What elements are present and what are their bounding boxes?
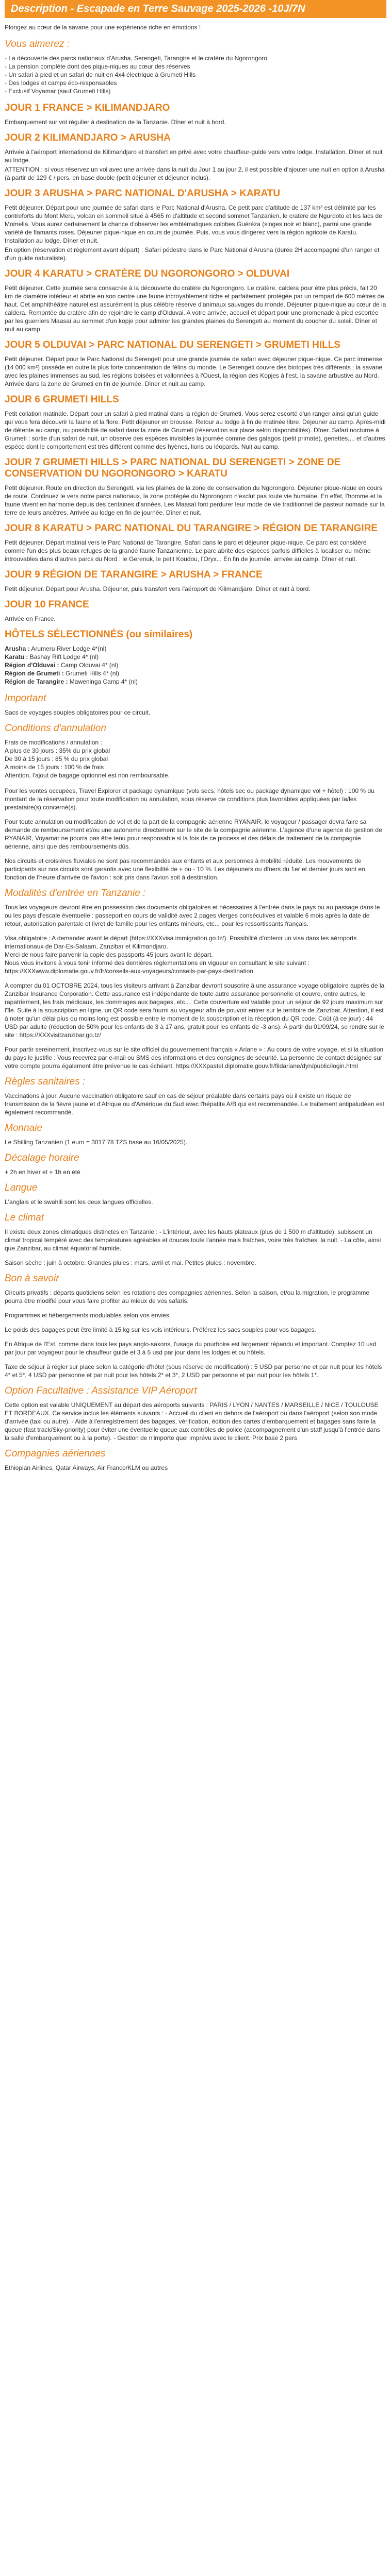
day-title: JOUR 8 KARATU > PARC NATIONAL DU TARANGIRE > RÉGION DE TARANGIRE [5, 523, 378, 534]
intro-text: Plongez au cœur de la savane pour une expérience riche en émotions ! [5, 24, 201, 31]
climat-text: Il existe deux zones climatiques distinctes en Tanzanie : - L'intérieur, avec les hauts plateaux (plus de 1 500 m d'altitude), subissent un climat tropical tempéré avec des températures agréables et douces toute l'année mais fraîches, voire très fraîches, la nuit. - La côte, ainsi que Zanzibar, au climat équatorial humide. [5, 1228, 381, 1252]
hotel-value: Maweninga Camp 4* (nl) [68, 678, 138, 685]
sanitaires-text: Vaccinations à jour. Aucune vaccination obligatoire sauf en cas de séjour préalable dans certains pays où il existe un risque de transmission de la fièvre jaune et d'Afrique ou d'Amérique du Sud avec l'hépatite A/B qui est recommandée. Le traitement antipaludéen est également recommandé. [5, 1092, 384, 1116]
section-title-langue: Langue [5, 1182, 38, 1193]
day-text: Arrivée à l'aéroport international de Kilimandjaro et transfert en privé avec votre chauffeur-guide vers votre lodge. Installation. Dîner et nuit au lodge. [5, 148, 383, 164]
important-text: Sacs de voyages souples obligatoires pour ce circuit. [5, 709, 151, 716]
day-text: Arrivée en France. [5, 615, 56, 622]
list-item: De 30 à 15 jours : 85 % du prix global [5, 755, 108, 762]
day-title: JOUR 2 KILIMANDJARO > ARUSHA [5, 132, 171, 143]
highlights-list [5, 54, 386, 95]
bon-text: En Afrique de l'Est, comme dans tous les pays anglo-saxons, l'usage du pourboire est largement répandu et important. Comptez 10 usd par jour par voyageur pour le chauffeur guide et 3 à 5 usd par jour dans les lodges et ou hôtels. [5, 1341, 377, 1356]
list-item: A plus de 30 jours : 35% du prix global [5, 747, 110, 754]
day-text: Embarquement sur vol régulier à destination de la Tanzanie. Dîner et nuit à bord. [5, 118, 226, 126]
section-title-sanitaires: Règles sanitaires : [5, 1076, 86, 1087]
section-title-hotels: HÔTELS SÉLECTIONNÉS (ou similaires) [5, 629, 193, 640]
day-title: JOUR 6 GRUMETI HILLS [5, 394, 119, 405]
day-title: JOUR 3 ARUSHA > PARC NATIONAL D'ARUSHA > KARATU [5, 188, 281, 199]
bon-text: Programmes et hébergements modulables selon vos envies. [5, 1312, 171, 1319]
formalites-text: Merci de nous faire parvenir la copie des passports 45 jours avant le départ. [5, 951, 213, 958]
hotel-item [5, 669, 386, 677]
section-title-climat: Le climat [5, 1212, 44, 1223]
section-title-formalites: Modalités d'entrée en Tanzanie : [5, 888, 146, 899]
option-text: Cette option est valable UNIQUEMENT au départ des aéroports suivants : PARIS / LYON / NANTES / MARSEILLE / NICE / TOULOUSE ET BORDEAUX. Ce service inclus les éléments suivants : - Accueil du client en dehors de l'aéroport ou dans l'aéroport (selon son mode d'arrivée (taxi ou autre). - Aide à l'enregistrement des bagages, vérification, édition des cartes d'embarquement et bagages sans faire la queue (fast track/Sky-priority) pour éviter une éventuelle queue aux contrôles de police (accompagnement d'un staff jusqu'à l'entrée dans la salle d'embarquement ou à la porte). - Gestion de n'importe quel imprévu avec le client. Prix base 2 pers [5, 1401, 380, 1442]
hotels-list [5, 645, 386, 686]
bon-text: Le poids des bagages peut être limité à 15 kg sur les vols intérieurs. Préférez les sacs souples pour vos bagages. [5, 1326, 316, 1333]
hotel-item [5, 661, 386, 669]
formalites-visa: Visa obligatoire : A demander avant le départ (https://XXXvisa.immigration.go.tz/). Possibilité d'obtenir un visa dans les aéroports internationaux de Dar-Es-Salaam, Zanzibar et Kilimandjaro. [5, 935, 357, 950]
monnaie-text: Le Shilling Tanzanien (1 euro = 3017.78 TZS base au 16/05/2025). [5, 1139, 188, 1146]
day-title: JOUR 1 FRANCE > KILIMANDJARO [5, 103, 170, 113]
section-title-decalage: Décalage horaire [5, 1153, 79, 1163]
hotel-item [5, 653, 386, 661]
decalage-text: + 2h en hiver et + 1h en été [5, 1168, 80, 1176]
section-title-conditions: Conditions d'annulation [5, 723, 106, 734]
day-note: ATTENTION : si vous réservez un vol avec une arrivée dans la nuit du Jour 1 au jour 2, il est possible d'ajouter une nuit en option à Arusha (à partir de 129 € / pers. en base double (petit déjeuner et déjeuner inclus). [5, 166, 385, 181]
list-item: Attention, l'ajout de bagage optionnel est non remboursable. [5, 772, 170, 779]
conditions-fees [5, 738, 386, 779]
list-item: - Des lodges et camps éco-responsables [5, 79, 117, 87]
day-title: JOUR 5 OLDUVAI > PARC NATIONAL DU SERENGETI > GRUMETI HILLS [5, 340, 340, 350]
compagnies-text: Ethiopian Airlines, Qatar Airways, Air France/KLM ou autres [5, 1464, 168, 1471]
list-item: - La découverte des parcs nationaux d'Arusha, Serengeti, Tarangire et le cratère du Ngorongoro [5, 55, 268, 62]
section-title-option: Option Facultative : Assistance VIP Aéroport [5, 1385, 197, 1396]
section-title-compagnies: Compagnies aériennes [5, 1448, 106, 1459]
conditions-text: Pour les ventes occupées, Travel Explorer et package dynamique (vols secs, hôtels sec ou package dynamique vol + hôtel) : 100 % du montant de la réservation pour toute modification ou annulation, sous réserve de conditions plus favorables appliquées par la/les prestataire(s) concerné(s). [5, 787, 374, 811]
day-note: En option (réservation et règlement avant départ) : Safari pédestre dans le Parc National d'Arusha (durée 2H accompagné d'un ranger et d'un guide naturaliste). [5, 246, 380, 262]
list-item: A moins de 15 jours : 100 % de frais [5, 764, 104, 771]
hotel-value: Grumeti Hills 4* (nl) [63, 670, 120, 677]
list-item: - La pension complète dont des pique-niques au cœur des réserves [5, 63, 190, 70]
bon-text: Circuits privatifs : départs quotidiens selon les rotations des compagnies aériennes. Selon la saison, et/ou la migration, le programme pourra être modifié pour vous faire profiter au mieux de vos safaris. [5, 1289, 370, 1304]
formalites-text: Tous les voyageurs devront être en possession des documents obligatoires et nécessaires à l'entrée dans le pays ou au passage dans le ou les pays d'escale éventuelle : passeport en cours de validité avec 2 pages vierges consécutives et valable 6 mois après la date de retour, autorisation parentale et livret de famille pour les enfants mineurs, etc... pour les ressortissants français. [5, 904, 380, 927]
section-title-bon-a-savoir: Bon à savoir [5, 1273, 59, 1284]
list-item: Frais de modifications / annulation : [5, 739, 102, 746]
bon-text: Taxe de séjour à régler sur place selon la catégorie d'hôtel (sous réserve de modification) : 5 USD par personne et par nuit pour les hôtels 4* et 5*, 4 USD par personne et par nuit pour les hôtels 2* et 3*, 2 USD par personne et par nuit pour les hôtels 1*. [5, 1363, 382, 1379]
hotel-value: Arumeru River Lodge 4*(nl) [29, 645, 107, 652]
list-item: - Exclusif Voyamar (sauf Grumeti Hills) [5, 88, 111, 95]
day-text: Petit déjeuner. Départ pour une journée de safari dans le Parc National d'Arusha. Ce petit parc d'altitude de 137 km² est délimité par les contreforts du Mont Meru, volcan en sommeil situé à 4565 m d'altitude et second sommet Tanzanien, le cratère de Ngurdoto et les lacs de Momella. Vous aurez certainement la chance d'observer les emblématiques colobes Guéréza (singes noir et blanc), parmi une grande variété de flamants roses. Déjeuner pique-nique en cours de journée. Puis, vous vous dirigerez vers la région agricole de Karatu. Installation au lodge. Dîner et nuit. [5, 204, 382, 244]
hotel-item [5, 677, 386, 686]
day-text: Petit déjeuner. Route en direction du Serengeti, via les plaines de la zone de conservation du Ngorongoro. Déjeuner pique-nique en cours de route. Continuez le vers notre parcs nationaux, la zone protégée du Ngorongoro n'exclut pas toute vie humaine. En effet, l'homme et la faune vivent en harmonie depuis des centaines d'années. Les Maasaï font perdurer leur mode de vie traditionnel de pasteur nomade sur la terre de leurs ancêtres. Arrivée au lodge en fin de journée. Dîner et nuit. [5, 484, 385, 516]
hotel-label: Région de Tarangire : [5, 678, 68, 685]
climat-text: Saison sèche : juin à octobre. Grandes pluies : mars, avril et mai. Petites pluies : novembre. [5, 1259, 256, 1266]
day-text: Petit collation matinale. Départ pour un safari à pied matinal dans la région de Grumeti. Vous serez escorté d'un ranger ainsi qu'un guide qui vous fera découvrir la faune et la flore. Petit déjeuner en brousse. Retour au lodge à fin de matinée libre. Déjeuner au camp. Après-midi de détente au camp, ou possibilité de safari dans la zone de Grumeti (réservation sur place selon disponibilités). Dîner. Safari nocturne à Grumeti : sortie d'un safari de nuit, un observe des espèces invisibles la journée comme des galagos (petit primate), genettes,... et d'autres espèce dont le comportement est très différent comme des hyènes, lions ou léopards. Nuit au camp. [5, 410, 386, 450]
day-title: JOUR 7 GRUMETI HILLS > PARC NATIONAL DU SERENGETI > ZONE DE CONSERVATION DU NGORONGORO > KARATU [5, 457, 341, 479]
formalites-link[interactable]: Nous vous invitons à vous tenir informé des dernières réglementations en vigueur en consultant le site suivant : https://XXXwww.diplomatie.gouv.fr/fr/conseils-aux-voyageurs/conseils-par-pays-destination [5, 959, 309, 975]
hotel-label: Région d'Olduvai : [5, 662, 59, 669]
hotel-label: Karatu : [5, 653, 28, 660]
hotel-label: Arusha : [5, 645, 30, 652]
day-title: JOUR 4 KARATU > CRATÈRE DU NGORONGORO > OLDUVAI [5, 268, 290, 279]
conditions-text: Nos circuits et croisières fluviales ne sont pas recommandés aux enfants et aux personnes à mobilité réduite. Les mouvements de participants sur nos circuits sont garantis avec une flexibilité de + ou - 10 %. Les déjeuners ou dîners du 1er et dernier jours sont en fonction de l'heure d'arrivée de l'avion : soit pris dans l'avion soit à destination. [5, 857, 365, 881]
page-title-banner: Description - Escapade en Terre Sauvage 2025-2026 -10J/7N [5, 0, 386, 18]
day-text: Petit déjeuner. Départ pour le Parc National du Serengeti pour une grande journée de safari avec déjeuner pique-nique. Ce parc immense (14 000 km²) possède en outre la plus forte concentration de félins du monde. Le Serengeti couvre des biotopes très différents : la savane avec les plaines immenses au sud, les régions boisées et vallonnées à l'Ouest, la région des Kopjes à l'est, la savane arbustive au Nord. Arrivée dans la zone de Grumeti en fin de journée. Dîner et nuit au camp. [5, 355, 383, 387]
formalites-zanzibar: A compter du 01 OCTOBRE 2024, tous les visiteurs arrivant à Zanzibar devront souscrire à une assurance voyage obligatoire auprès de la Zanzibar Insurance Corporation. Cette assurance est indépendante de toute autre assurance personnelle et couvre, entre autres, le rapatriement, les frais médicaux, les dommages aux bagages, etc.... Cette couverture est valable pour un séjour de 92 jours maximum sur l'île. Suite à la souscription en ligne, un QR code sera fourni au voyageur afin de pouvoir entrer sur le territoire de Zanzibar. Attention, il est à noter qu'un délai plus ou moins long est possible entre le moment de la souscription et la réception du QR code. Coût (à ce jour) : 44 USD par adulte (réduction de 50% pour les enfants de 3 à 17 ans, gratuit pour les enfants de -3 ans). À partir du 01/09/24, se rendre sur le site : https://XXXvisitzanzibar.go.tz/ [5, 982, 385, 1039]
conditions-text: Pour toute annulation ou modification de vol et de la part de la compagnie aérienne RYANAIR, le voyageur / passager devra faire sa demande de remboursement et/ou une autonome directement sur le site de la compagnie aérienne. L'agence d'une agence de gestion de RYANAIR, Voyamar ne pourra pas être tenu pour responsable si la fois de ce process et des délais de traitement de la compagnie aérienne, ainsi que des remboursements dûs. [5, 818, 382, 850]
day-text: Petit déjeuner. Cette journée sera consacrée à la découverte du cratère du Ngorongoro. Le cratère, caldera pour être plus précis, fait 20 km de diamètre intérieur et abrite en son centre une faune incroyablement riche et parfaitement protégée par un rempart de 600 mètres de haut. Cet amphithéâtre naturel est assurément la plus célèbre réserve d'animaux sauvages du monde. Déjeuner pique-nique au cœur de la caldera. Remontée du cratère afin de rejoindre le camp d'Olduvai. A votre arrivée, accueil et départ pour une promenade à pied escortée par les guerriers Maasaï au sommet d'un kopje pour admirer les grandes plaines du Serengeti au moment du coucher du soleil. Dîner et nuit au camp. [5, 284, 386, 333]
hotel-label: Région de Grumeti : [5, 670, 64, 677]
day-title: JOUR 10 FRANCE [5, 599, 89, 610]
day-text: Petit déjeuner. Départ pour Arusha. Déjeuner, puis transfert vers l'aéroport de Kilimandjaro. Dîner et nuit à bord. [5, 585, 311, 592]
section-title-important: Important [5, 693, 46, 704]
day-title: JOUR 9 RÉGION DE TARANGIRE > ARUSHA > FRANCE [5, 569, 263, 580]
hotel-item [5, 645, 386, 653]
hotel-value: Camp Olduvai 4* (nl) [59, 662, 119, 669]
list-item: - Un safari à pied et un safari de nuit en 4x4 électrique à Grumeti Hills [5, 71, 196, 78]
day-text: Petit déjeuner. Départ matinal vers le Parc National de Tarangire. Safari dans le parc et déjeuner pique-nique. Ce parc est considéré comme l'un des plus beaux refuges de la grande faune Tanzanienne. Le parc abrite des espèces parfois difficiles à localiser ou même introuvables dans d'autres parcs du Nord : le Gerenuk, le petit Koudou, l'Oryx... En fin de journée, arrivée au camp. Dîner et nuit. [5, 539, 371, 563]
section-title-monnaie: Monnaie [5, 1123, 42, 1133]
langue-text: L'anglais et le swahili sont les deux langues officielles. [5, 1198, 153, 1206]
formalites-ariane: Pour partir sereinement, inscrivez-vous sur le site officiel du gouvernement français « Ariane » : Au cours de votre voyage, et si la situation du pays le justifie : Vous recevrez par e-mail ou SMS des informations et des consignes de sécurité. La personne de contact désignée sur votre compte pourra également être prévenue le cas échéant. https://XXXpastel.diplomatie.gouv.fr/fildariane/dyn/public/login.html [5, 1046, 384, 1070]
hotel-value: Bashay Rift Lodge 4* (nl) [28, 653, 99, 660]
section-title-vous-aimerez: Vous aimerez : [5, 39, 70, 49]
